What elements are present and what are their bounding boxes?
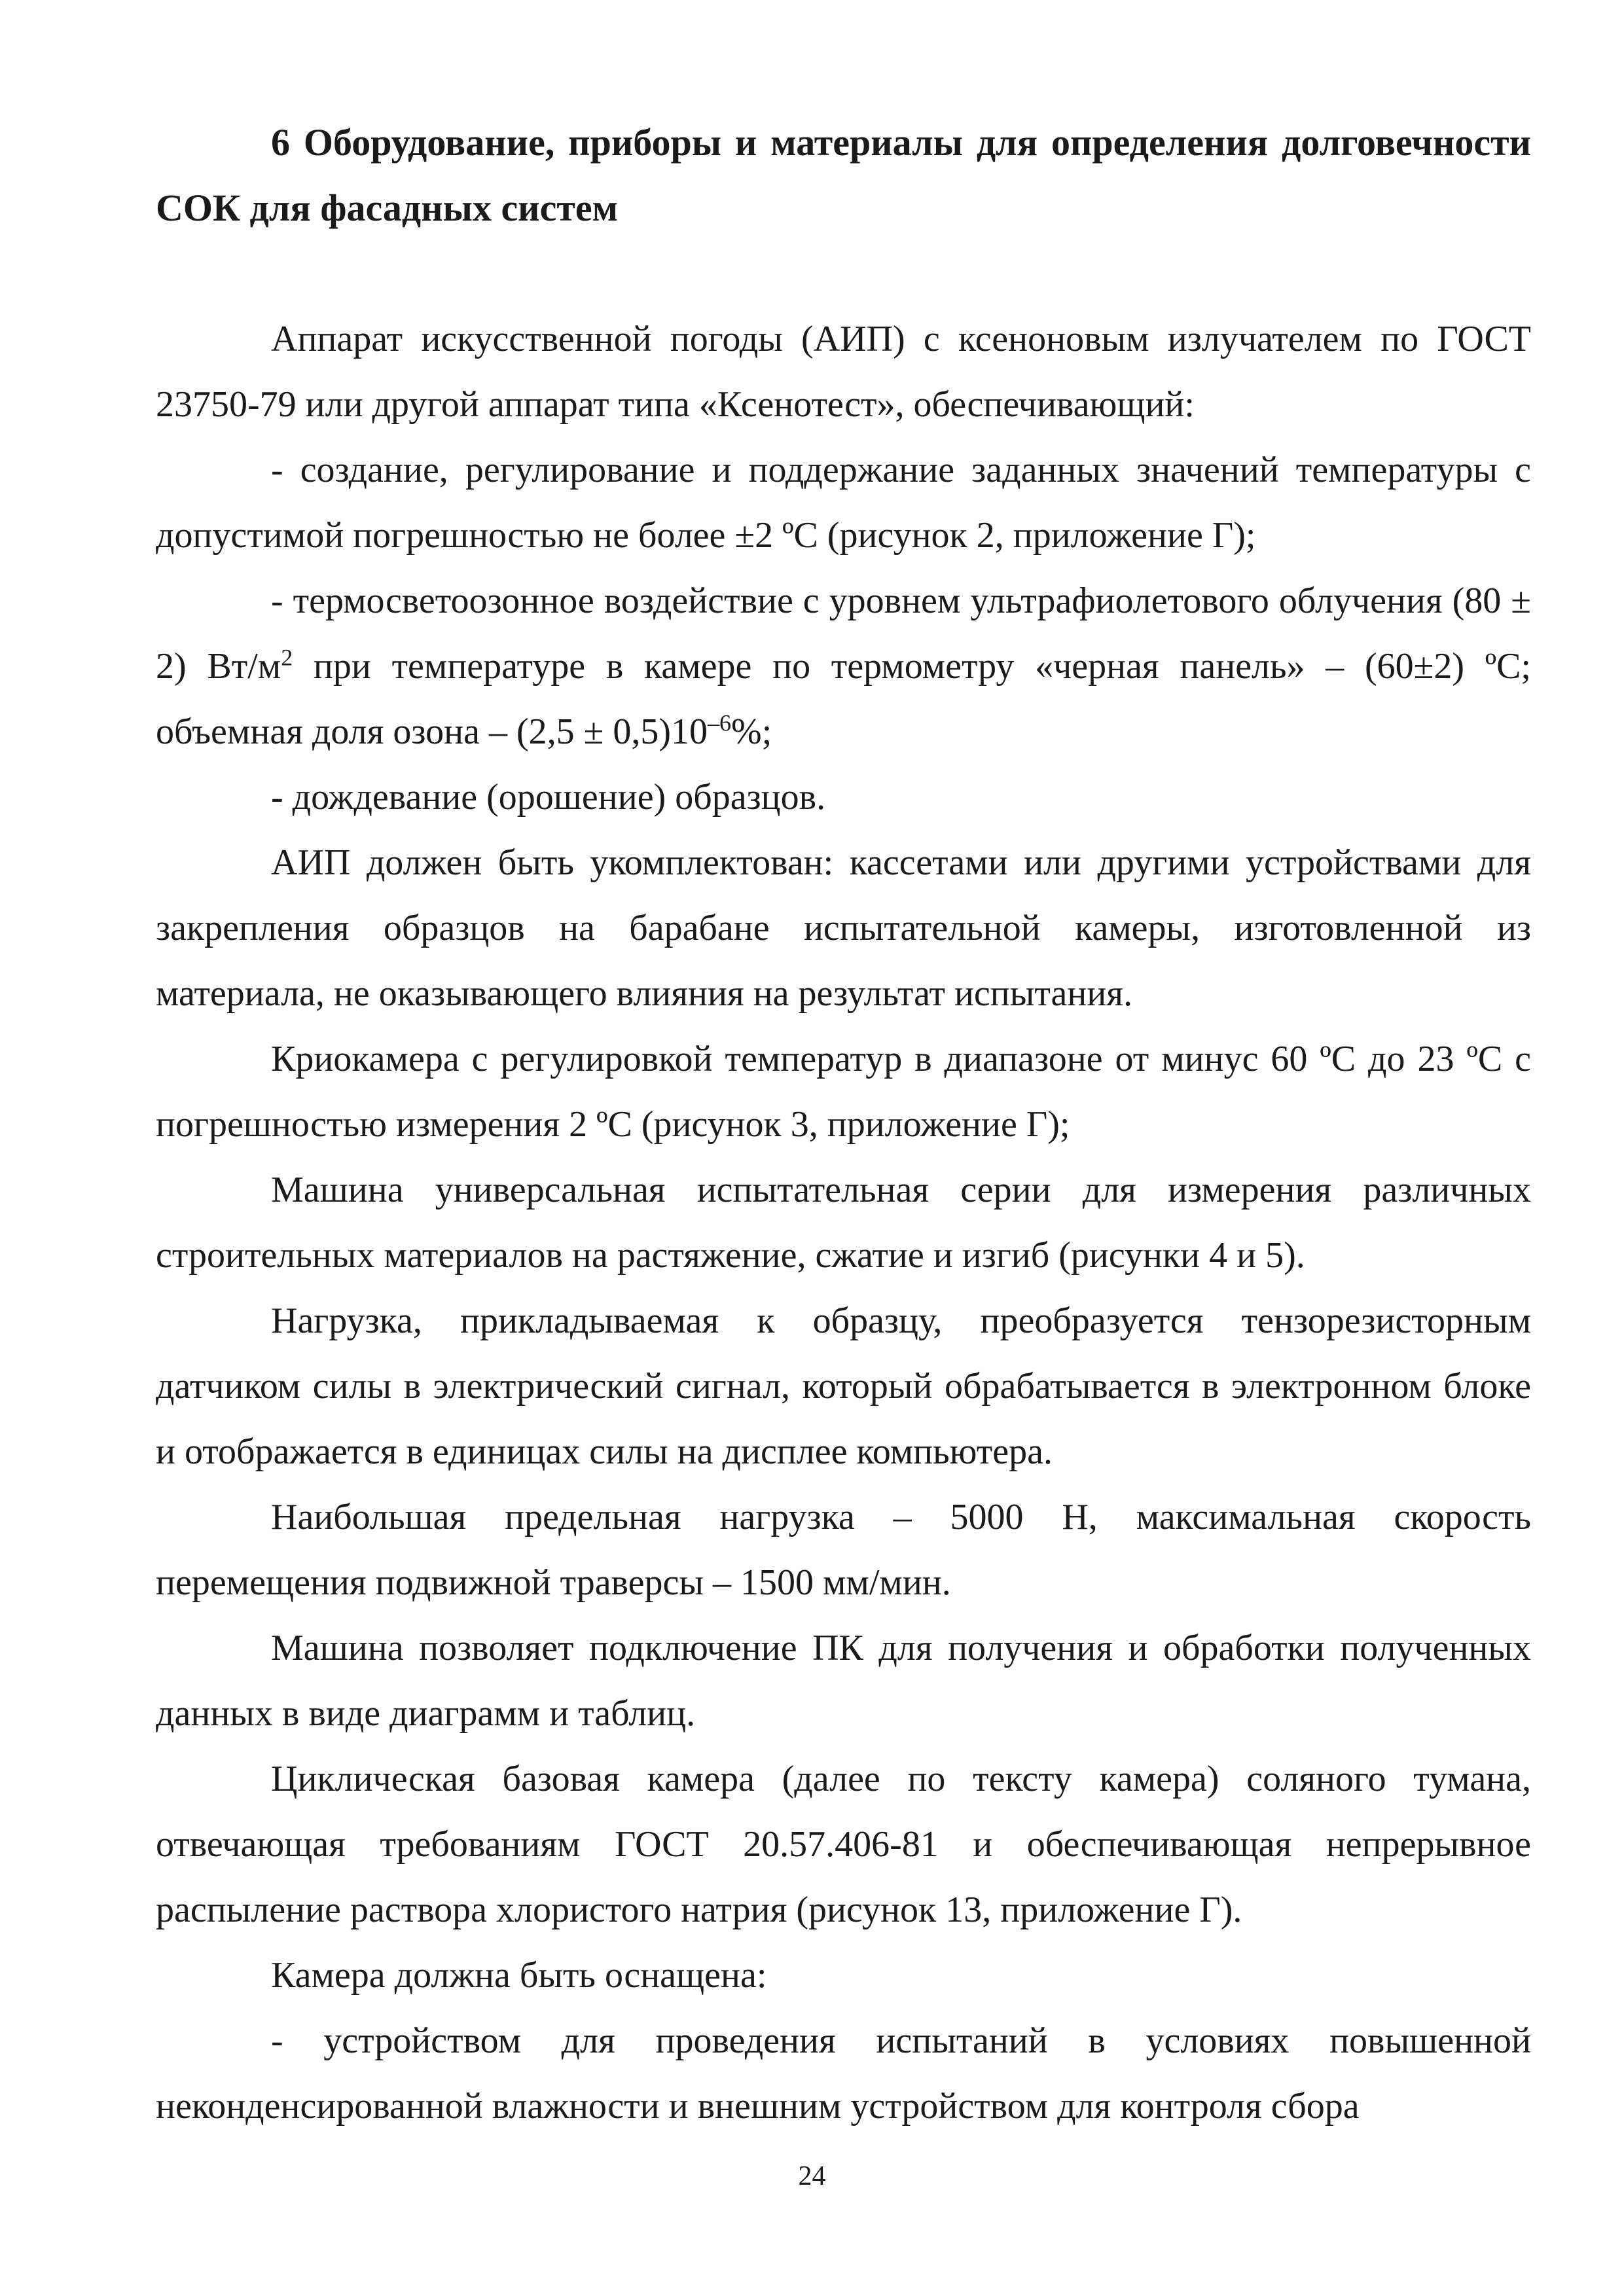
paragraph-salt-fog-chamber: Циклическая базовая камера (далее по тексту камера) соляного тумана, отвечающая требованиям ГОСТ 20.57.406-81 и обеспечивающая непрерывное распыление раствора хлористого натрия (рисунок 13, приложение Г). [156, 1759, 1531, 1930]
paragraph-aip-equipment: АИП должен быть укомплектован: кассетами или другими устройствами для закрепления образцов на барабане испытательной камеры, изготовленной из материала, не оказывающего влияния на результат испытания. [156, 842, 1531, 1014]
ozone-text: при температуре в камере по термометру «черная панель» – (60±2) ºС; объемная доля озона – (2,5 ± 0,5)10 [156, 646, 1531, 752]
section-heading: 6 Оборудование, приборы и материалы для определения долговечности СОК для фасадных систем [156, 121, 1531, 229]
percent-text: %; [731, 711, 772, 752]
body-text [156, 110, 1531, 2139]
paragraph-cryochamber: Криокамера с регулировкой температур в диапазоне от минус 60 ºС до 23 ºС с погрешностью измерения 2 ºС (рисунок 3, приложение Г); [156, 1039, 1531, 1145]
uv-exposure-text: - термосветоозонное воздействие с уровнем ультрафиолетового облучения (80 ± 2) Вт/м [156, 581, 1531, 687]
list-item-sprinkling: - дождевание (орошение) образцов. [271, 777, 826, 817]
superscript-squared: 2 [281, 644, 293, 671]
paragraph-pc-connection: Машина позволяет подключение ПК для получения и обработки полученных данных в виде диаграмм и таблиц. [156, 1628, 1531, 1734]
page-number: 24 [798, 2161, 826, 2191]
list-item-humidity-device: - устройством для проведения испытаний в условиях повышенной неконденсированной влажности и внешним устройством для контроля сбора [156, 2020, 1531, 2126]
superscript-exponent: –6 [708, 709, 732, 736]
list-item-thermo-light-ozone [156, 568, 1531, 764]
list-item-temperature-control: - создание, регулирование и поддержание заданных значений температуры с допустимой погрешностью не более ±2 ºС (рисунок 2, приложение Г); [156, 450, 1531, 556]
paragraph-max-load: Наибольшая предельная нагрузка – 5000 Н, максимальная скорость перемещения подвижной траверсы – 1500 мм/мин. [156, 1497, 1531, 1603]
paragraph-chamber-equipment: Камера должна быть оснащена: [271, 1955, 767, 1996]
paragraph-load-sensor: Нагрузка, прикладываемая к образцу, преобразуется тензорезисторным датчиком силы в электрический сигнал, который обрабатывается в электронном блоке и отображается в единицах силы на дисплее компьютера. [156, 1300, 1531, 1472]
paragraph-testing-machine: Машина универсальная испытательная серии для измерения различных строительных материалов на растяжение, сжатие и изгиб (рисунки 4 и 5). [156, 1170, 1531, 1276]
paragraph-weathering-apparatus: Аппарат искусственной погоды (АИП) с ксеноновым излучателем по ГОСТ 23750-79 или другой аппарат типа «Ксенотест», обеспечивающий: [156, 319, 1531, 425]
